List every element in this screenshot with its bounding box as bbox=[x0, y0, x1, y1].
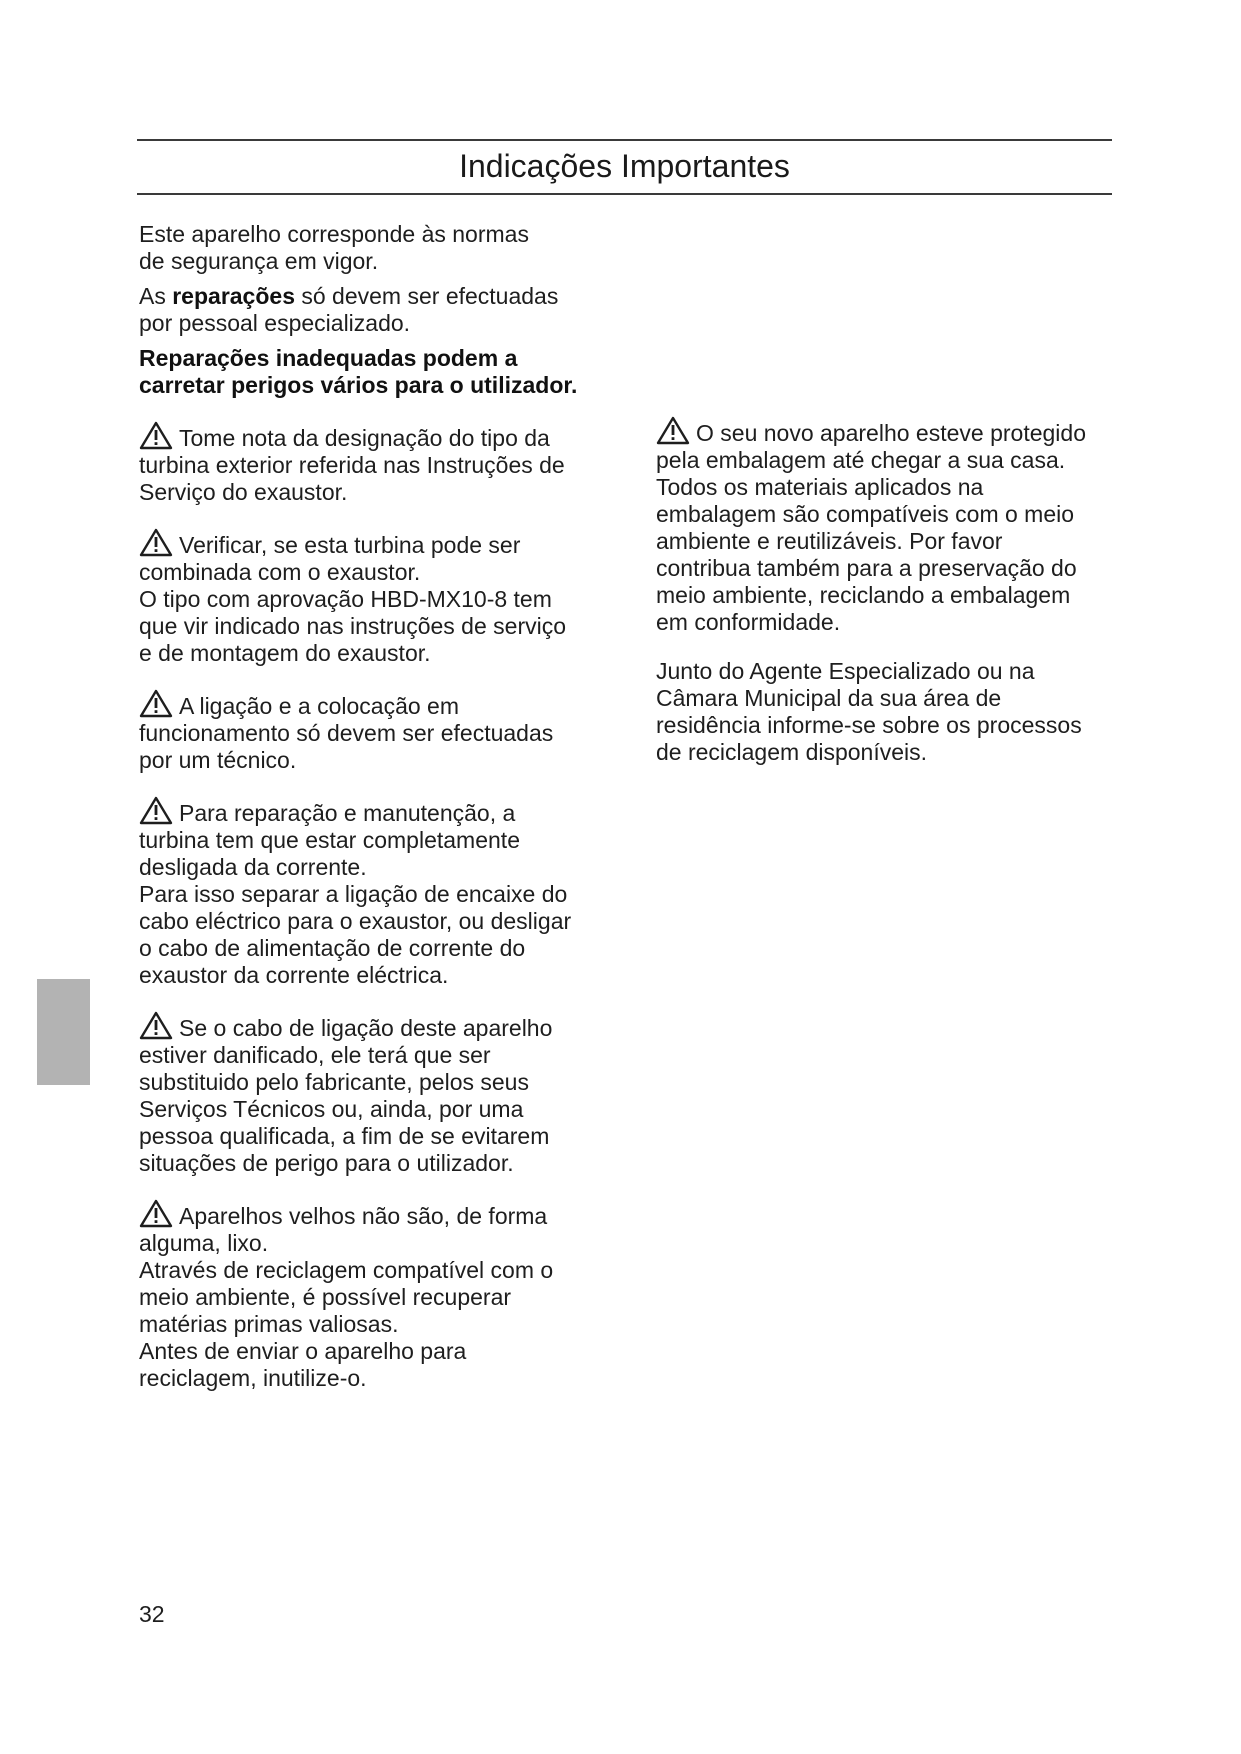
repairs-paragraph bbox=[139, 283, 609, 337]
recycling-paragraph: Junto do Agente Especializado ou na Câmara Municipal da sua área de residência informe-se sobre os processos de reciclagem disponíveis. bbox=[656, 658, 1082, 765]
header-rule-top bbox=[137, 139, 1112, 141]
warning-paragraph bbox=[139, 796, 609, 989]
warning-text: Se o cabo de ligação deste aparelho estiver danificado, ele terá que ser substituido pelo fabricante, pelos seus Serviços Técnicos ou, ainda, por uma pessoa qualificada, a fim de se evitarem situações de perigo para o utilizador. bbox=[139, 1015, 553, 1176]
repairs-pre: As bbox=[139, 283, 173, 309]
left-column bbox=[139, 221, 609, 1392]
warning-triangle-icon bbox=[139, 689, 173, 718]
warning-text: Aparelhos velhos não são, de forma alguma, lixo. Através de reciclagem compatível com o meio ambiente, é possível recuperar matérias primas valiosas. Antes de enviar o aparelho para reciclagem, inutilize-o. bbox=[139, 1203, 554, 1391]
warning-paragraph bbox=[139, 421, 609, 506]
repairs-bold: reparações bbox=[172, 283, 295, 309]
page-title: Indicações Importantes bbox=[459, 148, 790, 184]
repairs-post: só devem ser efectuadas por pessoal especializado. bbox=[139, 283, 559, 336]
right-column bbox=[656, 416, 1126, 766]
packaging-text: O seu novo aparelho esteve protegido pela embalagem até chegar a sua casa. Todos os materiais aplicados na embalagem são compatíveis com o meio ambiente e reutilizáveis. Por favor contribua também para a preservação do meio ambiente, reciclando a embalagem em conformidade. bbox=[656, 420, 1086, 635]
warning-paragraph bbox=[139, 1199, 609, 1392]
warning-paragraph bbox=[139, 689, 609, 774]
warning-text: Verificar, se esta turbina pode ser combinada com o exaustor. O tipo com aprovação HBD-MX10-8 tem que vir indicado nas instruções de serviço e de montagem do exaustor. bbox=[139, 532, 567, 666]
intro-paragraph: Este aparelho corresponde às normas de segurança em vigor. bbox=[139, 221, 529, 274]
side-tab-marker bbox=[37, 979, 90, 1085]
warning-text: A ligação e a colocação em funcionamento só devem ser efectuadas por um técnico. bbox=[139, 693, 554, 773]
warning-triangle-icon bbox=[139, 1011, 173, 1040]
warning-triangle-icon bbox=[139, 1199, 173, 1228]
warning-text: Tome nota da designação do tipo da turbina exterior referida nas Instruções de Serviço do exaustor. bbox=[139, 425, 565, 505]
header-rule-bottom bbox=[137, 193, 1112, 195]
warning-triangle-icon bbox=[656, 416, 690, 445]
warning-triangle-icon bbox=[139, 796, 173, 825]
warning-triangle-icon bbox=[139, 528, 173, 557]
warning-text: Para reparação e manutenção, a turbina tem que estar completamente desligada da corrente. Para isso separar a ligação de encaixe do cabo eléctrico para o exaustor, ou desligar o cabo de alimentação de corrente do exaustor da corrente eléctrica. bbox=[139, 800, 572, 988]
warning-paragraph bbox=[139, 528, 609, 667]
page-number: 32 bbox=[139, 1601, 165, 1627]
packaging-paragraph bbox=[656, 416, 1126, 636]
warning-triangle-icon bbox=[139, 421, 173, 450]
danger-paragraph: Reparações inadequadas podem a carretar perigos vários para o utilizador. bbox=[139, 345, 578, 398]
warning-paragraph bbox=[139, 1011, 609, 1177]
